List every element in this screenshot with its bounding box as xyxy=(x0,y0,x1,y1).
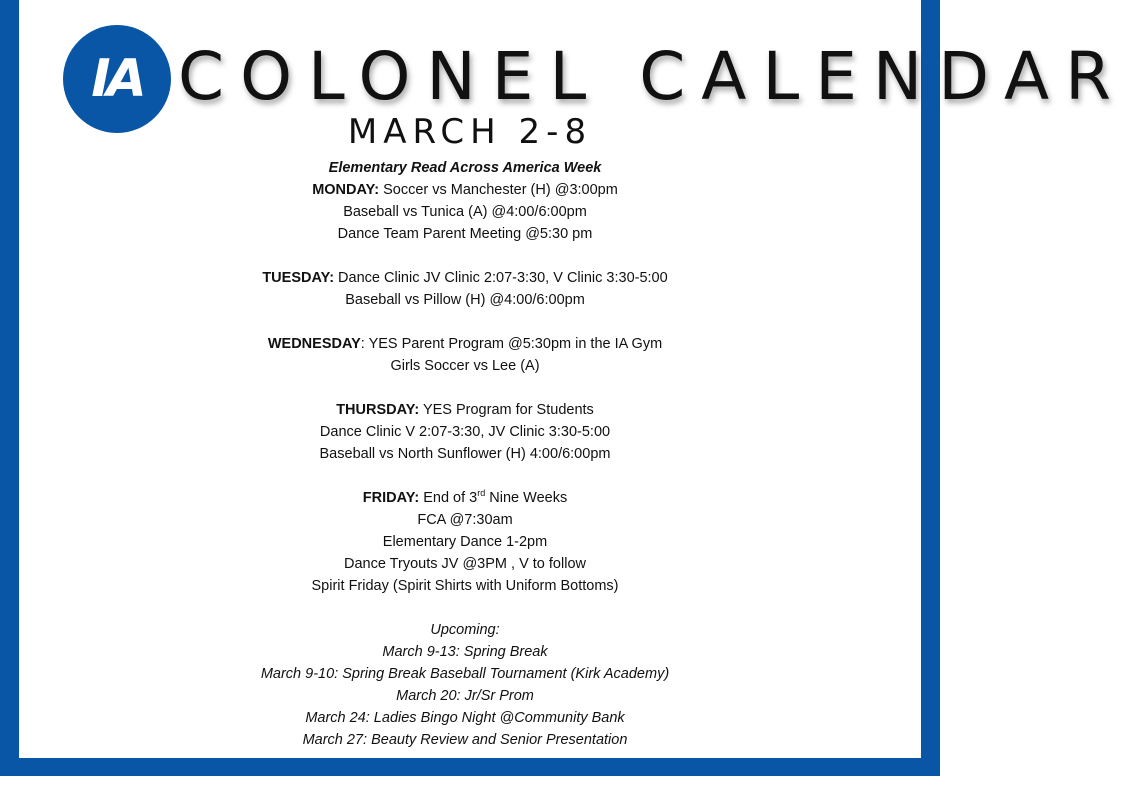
list-item: Dance Clinic V 2:07-3:30, JV Clinic 3:30-5:00 xyxy=(319,424,611,440)
upcoming-item: March 9-10: Spring Break Baseball Tournament (Kirk Academy) xyxy=(260,666,670,682)
tuesday-event: Dance Clinic JV Clinic 2:07-3:30, V Clinic 3:30-5:00 xyxy=(334,270,668,286)
page-title: COLONEL CALENDAR xyxy=(178,38,1127,115)
list-item: Baseball vs North Sunflower (H) 4:00/6:00pm xyxy=(319,446,611,462)
list-item: Baseball vs Pillow (H) @4:00/6:00pm xyxy=(345,292,585,308)
tuesday-label: TUESDAY: xyxy=(262,270,335,286)
tuesday-line xyxy=(200,267,730,289)
list-item: Baseball vs Tunica (A) @4:00/6:00pm xyxy=(343,204,587,220)
thursday-line xyxy=(200,399,730,421)
list-item: Elementary Dance 1-2pm xyxy=(382,534,548,550)
spacer xyxy=(200,465,730,487)
monday-line xyxy=(200,179,730,201)
friday-label: FRIDAY: xyxy=(362,490,420,506)
monday-label: MONDAY: xyxy=(312,182,380,198)
list-item: Girls Soccer vs Lee (A) xyxy=(390,358,540,374)
ia-logo xyxy=(63,25,171,133)
logo-text: IA xyxy=(91,49,143,109)
date-range: MARCH 2-8 xyxy=(347,112,593,152)
upcoming-item: March 27: Beauty Review and Senior Presentation xyxy=(302,732,628,748)
friday-event-pre: End of 3 xyxy=(419,490,478,506)
list-item: FCA @7:30am xyxy=(417,512,513,528)
list-item: Spirit Friday (Spirit Shirts with Uniform Bottoms) xyxy=(311,578,619,594)
upcoming-heading: Upcoming: xyxy=(430,622,500,638)
schedule xyxy=(200,157,730,751)
ordinal-suffix: rd xyxy=(477,488,486,499)
spacer xyxy=(200,311,730,333)
friday-event-post: Nine Weeks xyxy=(485,490,568,506)
spacer xyxy=(200,597,730,619)
thursday-label: THURSDAY: xyxy=(336,402,420,418)
list-item: Dance Tryouts JV @3PM , V to follow xyxy=(344,556,586,572)
spacer xyxy=(200,245,730,267)
upcoming-item: March 24: Ladies Bingo Night @Community Bank xyxy=(305,710,625,726)
wednesday-line xyxy=(200,333,730,355)
thursday-event: YES Program for Students xyxy=(419,402,594,418)
upcoming-item: March 20: Jr/Sr Prom xyxy=(396,688,534,704)
friday-line xyxy=(200,487,730,509)
spacer xyxy=(200,377,730,399)
list-item: Dance Team Parent Meeting @5:30 pm xyxy=(337,226,593,242)
wednesday-event: : YES Parent Program @5:30pm in the IA Gym xyxy=(360,336,663,352)
upcoming-item: March 9-13: Spring Break xyxy=(382,644,548,660)
wednesday-label: WEDNESDAY xyxy=(267,336,361,352)
monday-event: Soccer vs Manchester (H) @3:00pm xyxy=(379,182,618,198)
week-theme: Elementary Read Across America Week xyxy=(328,160,602,176)
